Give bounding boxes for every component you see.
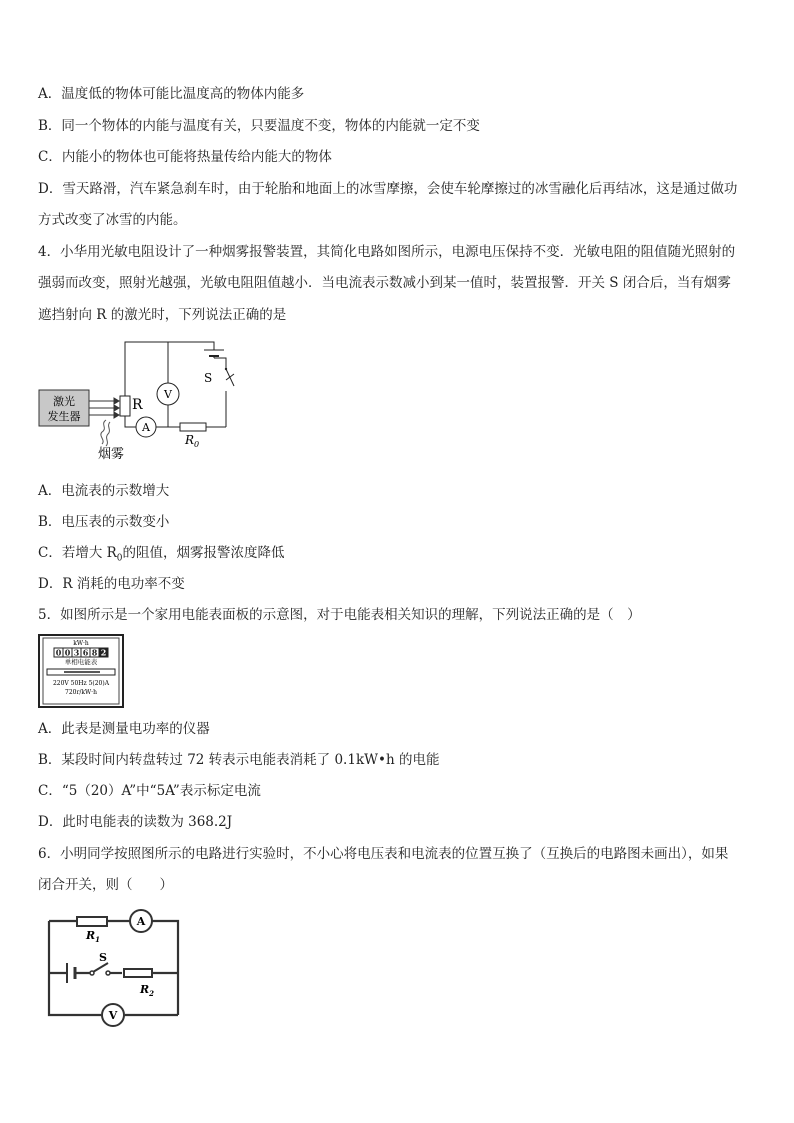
q3-option-d-line1: D．雪天路滑，汽车紧急刹车时，由于轮胎和地面上的冰雪摩擦，会使车轮摩擦过的冰雪融化后再结冰，这是通过做功 bbox=[38, 181, 738, 197]
q5-option-a: A．此表是测量电功率的仪器 bbox=[38, 721, 210, 737]
q4-option-d: D．R 消耗的电功率不变 bbox=[38, 576, 185, 592]
q3-option-d-line2: 方式改变了冰雪的内能。 bbox=[38, 212, 187, 228]
meter-digit: 6 bbox=[82, 647, 89, 658]
meter-digit: 2 bbox=[100, 647, 107, 658]
smoke-label: 烟雾 bbox=[98, 447, 125, 462]
laser-generator-label-2: 发生器 bbox=[47, 410, 81, 423]
meter-unit-label: kW·h bbox=[73, 640, 89, 647]
meter-digit: 3 bbox=[73, 647, 80, 658]
meter-digit: 8 bbox=[91, 647, 98, 658]
laser-generator-label-1: 激光 bbox=[53, 395, 75, 408]
laser-beam-arrows bbox=[89, 398, 119, 418]
meter-digit: 0 bbox=[64, 647, 71, 658]
resistor-r0-label: $R_0$ bbox=[185, 433, 200, 449]
meter-name-label: 单相电能表 bbox=[64, 658, 98, 666]
switch-contact-right bbox=[106, 971, 110, 975]
meter-digit-row bbox=[54, 648, 108, 658]
ammeter-label: A bbox=[136, 915, 146, 928]
meter-digit: 0 bbox=[55, 647, 62, 658]
resistor-r0 bbox=[180, 423, 206, 431]
q3-option-b: B．同一个物体的内能与温度有关，只要温度不变，物体的内能就一定不变 bbox=[38, 118, 480, 134]
voltmeter-label: V bbox=[108, 1009, 118, 1022]
switch-icon bbox=[226, 369, 234, 386]
switch-icon bbox=[93, 963, 108, 972]
q3-option-a: A．温度低的物体可能比温度高的物体内能多 bbox=[38, 86, 305, 102]
circuit-wires bbox=[49, 921, 178, 1015]
meter-spec-label: 220V 50Hz 5(20)A bbox=[52, 680, 110, 687]
q4-option-b: B．电压表的示数变小 bbox=[38, 514, 170, 530]
ammeter-label: A bbox=[142, 421, 150, 434]
q6-stem-line2: 闭合开关，则（ ） bbox=[38, 877, 173, 893]
smoke-alarm-circuit-diagram bbox=[38, 336, 240, 464]
q5-option-c: C．“5（20）A”中“5A”表示标定电流 bbox=[38, 783, 261, 799]
q5-stem: 5．如图所示是一个家用电能表面板的示意图，对于电能表相关知识的理解，下列说法正确的是（ ） bbox=[38, 607, 641, 623]
swap-meters-circuit-diagram bbox=[44, 907, 186, 1033]
resistor-r1-label: $R_1$ bbox=[86, 929, 101, 944]
circuit-wires bbox=[125, 342, 234, 427]
q4-stem-line1: 4．小华用光敏电阻设计了一种烟雾报警装置，其简化电路如图所示，电源电压保持不变．光敏电阻的阻值随光照射的 bbox=[38, 244, 736, 260]
q4-option-a: A．电流表的示数增大 bbox=[38, 483, 170, 499]
q5-option-d: D．此时电能表的读数为 368.2J bbox=[38, 814, 233, 830]
voltmeter-label: V bbox=[164, 388, 172, 401]
q4-option-c: C．若增大 $R_0$的阻值，烟雾报警浓度降低 bbox=[38, 545, 285, 564]
switch-label: S bbox=[204, 371, 213, 385]
q4-stem-line2: 强弱而改变，照射光越强，光敏电阻阻值越小．当电流表示数减小到某一值时，装置报警．开关 S 闭合后，当有烟雾 bbox=[38, 275, 731, 291]
smoke-icon bbox=[101, 420, 106, 444]
q5-option-b: B．某段时间内转盘转过 72 转表示电能表消耗了 0.1kW•h 的电能 bbox=[38, 752, 440, 768]
resistor-r1 bbox=[77, 917, 107, 926]
resistor-r2 bbox=[124, 969, 152, 977]
meter-revolution-label: 720r/kW·h bbox=[65, 689, 97, 696]
q3-option-c: C．内能小的物体也可能将热量传给内能大的物体 bbox=[38, 149, 332, 165]
photoresistor bbox=[120, 396, 130, 416]
resistor-r2-label: $R_2$ bbox=[140, 983, 155, 998]
q6-stem-line1: 6．小明同学按照图所示的电路进行实验时，不小心将电压表和电流表的位置互换了（互换后的电路图未画出），如果 bbox=[38, 846, 729, 862]
switch-label: S bbox=[99, 951, 107, 964]
electric-meter-panel bbox=[38, 634, 124, 708]
q4-stem-line3: 遮挡射向 R 的激光时，下列说法正确的是 bbox=[38, 307, 287, 323]
photoresistor-label: R bbox=[132, 397, 143, 413]
